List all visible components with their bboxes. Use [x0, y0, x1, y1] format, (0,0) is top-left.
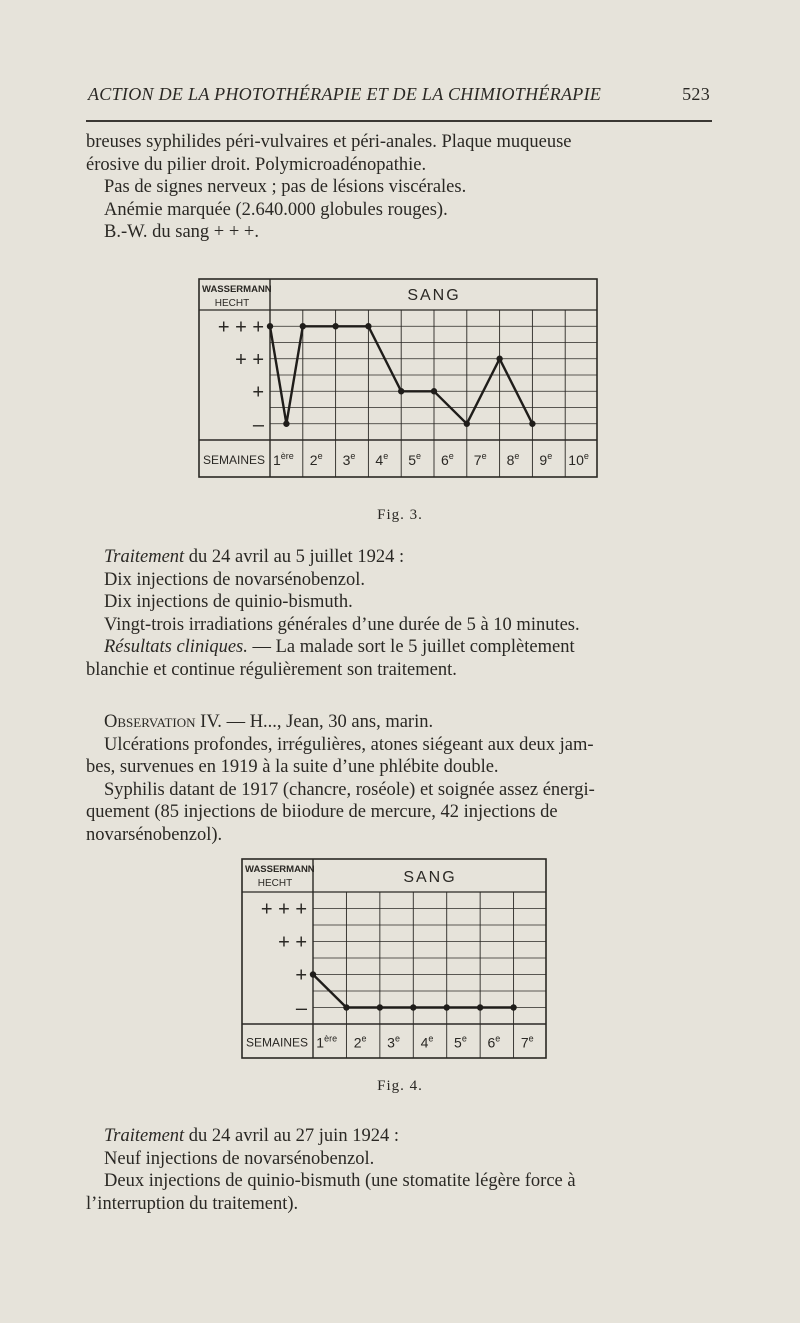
data-point [283, 421, 289, 427]
text-line: Dix injections de quinio-bismuth. [104, 592, 353, 612]
x-tick-label: 5e [454, 1033, 467, 1051]
data-point [267, 323, 273, 329]
text-line: Ulcérations profondes, irrégulières, atones siégeant aux deux jam- [104, 734, 594, 755]
data-point [477, 1004, 483, 1010]
x-tick-label: 4e [420, 1033, 434, 1051]
data-point [310, 971, 316, 977]
text-line: breuses syphilides péri-vulvaires et péri-anales. Plaque muqueuse [86, 132, 572, 152]
text-line [86, 1125, 712, 1148]
paragraph-observation-4 [86, 711, 712, 846]
observation-subject: — H..., Jean, 30 ans, marin. [221, 712, 434, 732]
running-title: ACTION DE LA PHOTOTHÉRAPIE ET DE LA CHIMIOTHÉRAPIE [88, 84, 602, 104]
chart-title: SANG [407, 287, 461, 304]
y-tick-label: + [252, 381, 264, 404]
data-point [496, 356, 502, 362]
data-point [444, 1004, 450, 1010]
text-line: Dix injections de novarsénobenzol. [104, 569, 365, 590]
results-text: — La malade sort le 5 juillet complètement [247, 637, 575, 657]
data-point [332, 323, 338, 329]
paragraph-case-summary [86, 131, 712, 244]
data-point [510, 1004, 516, 1010]
treatment-label: Traitement [104, 547, 185, 567]
x-tick-label: 6e [487, 1033, 501, 1051]
paragraph-treatment-1 [86, 546, 712, 681]
x-axis-label: SEMAINES [202, 453, 266, 467]
x-tick-label: 2e [309, 451, 323, 468]
y-axis-label-hecht: HECHT [214, 298, 250, 309]
paragraph-treatment-2 [86, 1125, 712, 1215]
text-line: Neuf injections de novarsénobenzol. [104, 1148, 375, 1169]
data-point [300, 323, 306, 329]
text-line: érosive du pilier droit. Polymicroadénopathie. [86, 154, 427, 175]
treatment-dates: du 24 avril au 27 juin 1924 : [184, 1126, 399, 1146]
text-line: Syphilis datant de 1917 (chancre, roséole) et soignée assez énergi- [104, 779, 595, 800]
text-line: Deux injections de quinio-bismuth (une stomatite légère force à [104, 1171, 576, 1191]
text-line: quement (85 injections de biiodure de mercure, 42 injections de [86, 802, 558, 822]
header-rule [86, 120, 712, 122]
page-number: 523 [682, 84, 710, 104]
x-axis-label: SEMAINES [245, 1035, 309, 1050]
x-tick-label: 7e [473, 451, 487, 468]
chart-frame [199, 279, 597, 477]
text-line [86, 711, 712, 734]
figure-3-caption: Fig. 3. [377, 507, 423, 523]
x-tick-label: 4e [375, 451, 389, 468]
x-tick-label: 2e [353, 1033, 367, 1051]
text-line: Vingt-trois irradiations générales d’une durée de 5 à 10 minutes. [104, 614, 580, 635]
x-tick-label: 8e [506, 451, 520, 468]
text-line: blanchie et continue régulièrement son traitement. [86, 659, 457, 680]
observation-label: Observation IV. [104, 712, 222, 732]
data-point [410, 1004, 416, 1010]
x-tick-label: 3e [387, 1033, 400, 1051]
y-tick-label: – [252, 413, 264, 436]
x-tick-label: 9e [539, 451, 553, 468]
x-tick-label: 10e [568, 451, 589, 468]
y-tick-label: + + [235, 348, 264, 371]
figure-3-chart [198, 278, 598, 478]
results-label: Résultats cliniques. [104, 637, 248, 657]
figure-4-caption: Fig. 4. [377, 1078, 423, 1094]
text-line: B.-W. du sang + + +. [104, 222, 259, 242]
y-axis-label-hecht: HECHT [257, 878, 293, 889]
text-line: bes, survenues en 1919 à la suite d’une phlébite double. [86, 757, 499, 777]
y-axis-label-wassermann: WASSERMANN [202, 284, 272, 295]
text-line [86, 546, 712, 569]
data-point [431, 388, 437, 394]
x-tick-label: 3e [342, 451, 356, 468]
y-tick-label: + + + [217, 316, 264, 339]
figure-4-chart [241, 858, 547, 1059]
running-head [88, 84, 710, 105]
x-tick-label: 1ère [316, 1033, 338, 1051]
y-tick-label: + + + [260, 898, 307, 921]
treatment-label: Traitement [104, 1126, 185, 1146]
y-axis-label-wassermann: WASSERMANN [245, 864, 315, 875]
x-tick-label: 6e [440, 451, 454, 468]
data-point [343, 1004, 349, 1010]
y-tick-label: – [295, 997, 307, 1020]
data-point [464, 421, 470, 427]
chart-title: SANG [403, 869, 457, 886]
data-point [365, 323, 371, 329]
text-line: Pas de signes nerveux ; pas de lésions viscérales. [104, 177, 467, 197]
x-tick-label: 5e [408, 451, 422, 468]
x-tick-label: 7e [520, 1033, 534, 1051]
text-line: l’interruption du traitement). [86, 1193, 299, 1214]
x-tick-label: 1ère [272, 451, 294, 468]
y-tick-label: + + [278, 931, 307, 954]
text-line: novarsénobenzol). [86, 824, 223, 845]
treatment-dates: du 24 avril au 5 juillet 1924 : [184, 547, 405, 567]
data-point [529, 421, 535, 427]
text-line [86, 636, 712, 659]
y-tick-label: + [295, 964, 307, 987]
data-point [377, 1004, 383, 1010]
text-line: Anémie marquée (2.640.000 globules rouges). [104, 199, 448, 220]
data-point [398, 388, 404, 394]
